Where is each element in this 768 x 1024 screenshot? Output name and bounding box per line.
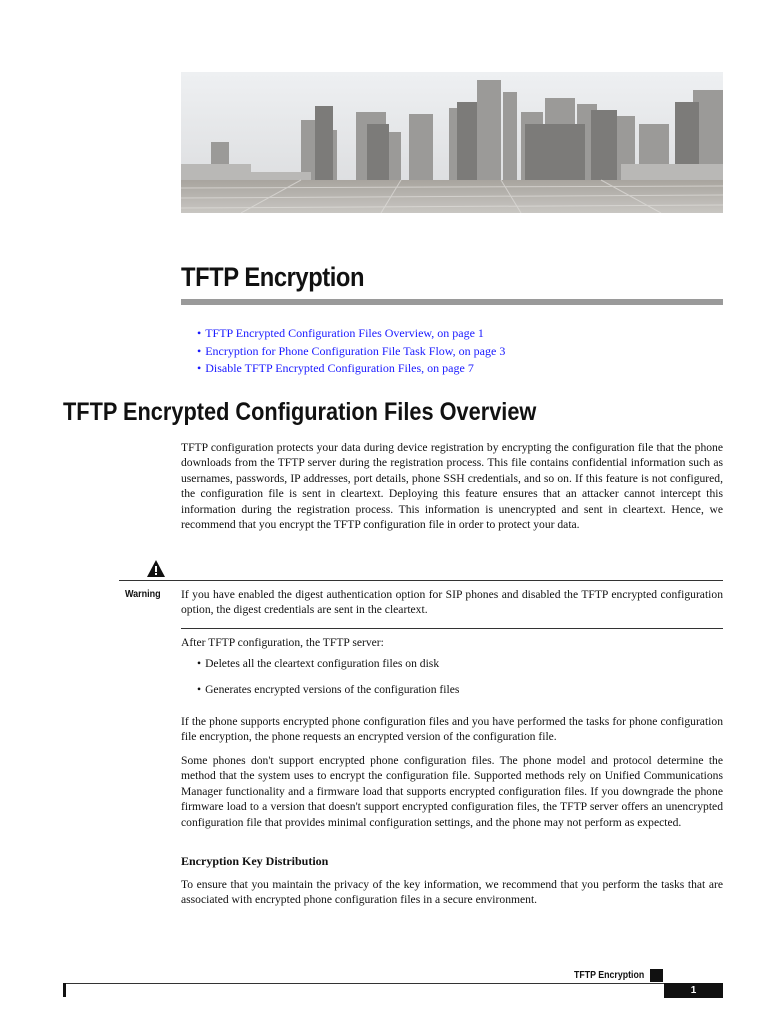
footer-marker [650, 969, 663, 982]
subheading-key-distribution: Encryption Key Distribution [181, 854, 329, 868]
warning-label: Warning [125, 589, 161, 600]
server-actions-list [197, 657, 439, 670]
warning-bottom-rule [181, 628, 723, 629]
intro-paragraph: TFTP configuration protects your data during device registration by encrypting the configuration file that the phone downloads from the TFTP server during the registration process. This file contains confidential information such as usernames, passwords, IP addresses, port details, phone SSH credentials, and so on. If this feature is not configured, the configuration file is sent in cleartext. Deploying this feature ensures that an attacker cannot intercept this information during the registration process. This information is unencrypted and sent in cleartext. Hence, we recommend that you encrypt the TFTP configuration file in order to protect your data. [181, 441, 723, 532]
list-item [197, 683, 459, 696]
page-number: 1 [664, 983, 723, 998]
toc-item [197, 343, 505, 361]
bullet-icon: • [197, 361, 202, 375]
warning-text: If you have enabled the digest authentication option for SIP phones and disabled the TFTP encrypted configuration option, the digest credentials are sent in the cleartext. [181, 588, 723, 617]
list-item-text: Deletes all the cleartext configuration files on disk [205, 657, 440, 670]
chapter-toc [197, 325, 505, 378]
title-rule [181, 299, 723, 305]
warning-icon [146, 559, 166, 579]
list-item [197, 657, 439, 670]
supports-paragraph: If the phone supports encrypted phone configuration files and you have performed the tasks for phone configuration file encryption, the phone requests an encrypted version of the configuration file. [181, 715, 723, 744]
bullet-icon: • [197, 326, 202, 340]
footer-tick [63, 983, 66, 997]
bullet-icon: • [197, 343, 202, 358]
key-distribution-paragraph: To ensure that you maintain the privacy of the key information, we recommend that you perform the tasks that are associated with encrypted phone configuration files in a secure environment. [181, 878, 723, 907]
server-actions-list-2 [197, 683, 459, 696]
toc-link[interactable]: TFTP Encrypted Configuration Files Overview, on page 1 [205, 326, 484, 340]
footer-rule [63, 983, 723, 984]
after-config-text: After TFTP configuration, the TFTP server: [181, 636, 384, 649]
chapter-title: TFTP Encryption [181, 262, 365, 292]
bullet-icon: • [197, 683, 202, 696]
list-item-text: Generates encrypted versions of the configuration files [205, 683, 460, 696]
toc-link[interactable]: Disable TFTP Encrypted Configuration Files, on page 7 [205, 361, 474, 375]
some-phones-paragraph: Some phones don't support encrypted phone configuration files. The phone model and protocol determine the method that the system uses to encrypt the configuration file. Supported methods rely on Unified Communications Manager functionality and a firmware load that supports encrypted configuration files. If you downgrade the phone firmware load to a version that doesn't support encrypted configuration files, the TFTP server offers an unencrypted configuration file that provides minimal configuration settings, and the phone may not perform as expected. [181, 754, 723, 829]
bullet-icon: • [197, 657, 202, 670]
warning-top-rule [119, 580, 723, 581]
city-skyline-banner-image [181, 72, 723, 213]
toc-link[interactable]: Encryption for Phone Configuration File Task Flow, on page 3 [205, 343, 506, 358]
footer-chapter-label: TFTP Encryption [574, 970, 645, 981]
section-title: TFTP Encrypted Configuration Files Overview [63, 398, 537, 426]
toc-item [197, 360, 505, 378]
toc-item [197, 325, 505, 343]
